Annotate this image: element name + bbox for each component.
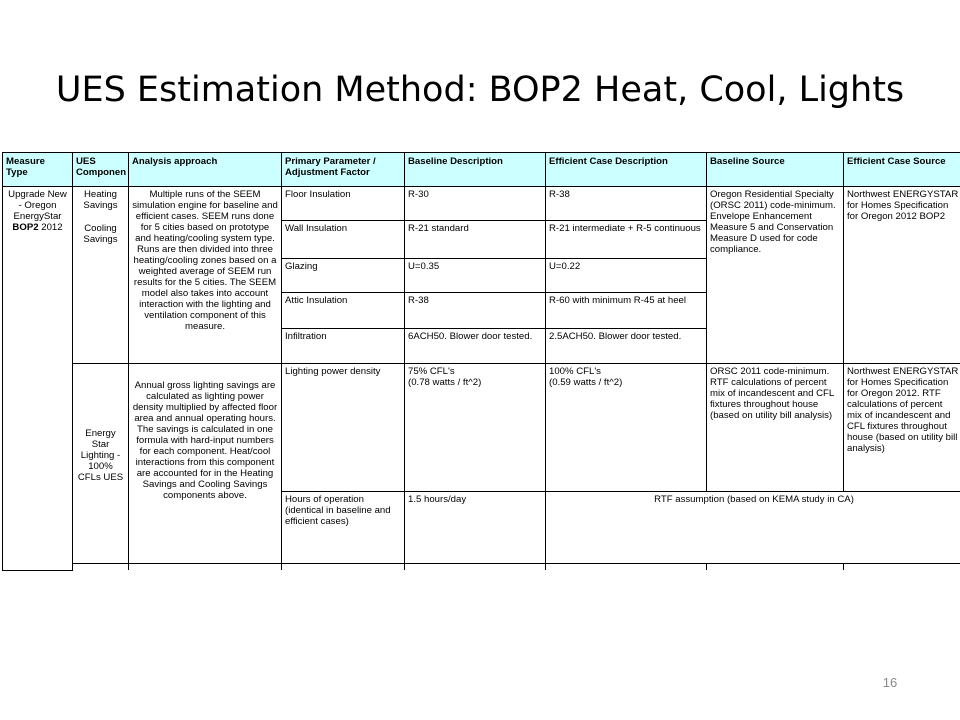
baseline-source-heat-cool: Oregon Residential Specialty (ORSC 2011) code-minimum. Envelope Enhancement Measure 5 and Conservation Measure D used for code compliance. [707,187,844,364]
ues-component-heat-cool [73,187,129,364]
efficient-lpd-line1: 100% CFL's [549,366,601,377]
measure-type-bold: BOP2 [12,222,39,233]
baseline-source-lighting: ORSC 2011 code-minimum. RTF calculations of percent mix of incandescent and CFL fixtures throughout house (based on utility bill analysis) [707,364,844,492]
efficient-source-lighting: Northwest ENERGYSTAR for Homes Specification for Oregon 2012. RTF calculations of percent mix of incandescent and CFL fixtures throughout house (based on utility bill analysis) [844,364,960,492]
baseline-glazing: U=0.35 [405,259,546,293]
ues-component-lighting [73,364,129,564]
header-analysis-approach: Analysis approach [129,153,282,187]
page-number: 16 [882,675,898,690]
efficient-lpd-line2: (0.59 watts / ft^2) [549,377,623,388]
filler-cell [844,564,960,571]
measure-type-cell [3,187,73,571]
param-infiltration: Infiltration [282,329,405,364]
baseline-lpd-line2: (0.78 watts / ft^2) [408,377,482,388]
table-row [3,364,960,492]
baseline-hours-of-operation: 1.5 hours/day [405,492,546,564]
param-hours-of-operation: Hours of operation (identical in baseline and efficient cases) [282,492,405,564]
param-attic-insulation: Attic Insulation [282,293,405,329]
analysis-heat-cool: Multiple runs of the SEEM simulation engine for baseline and efficient cases. SEEM runs done for 5 cities based on prototype and heating/cooling system type. Runs are then divided into three heating/cooling zones based on a weighted average of SEEM run results for the 5 cities. The SEEM model also takes into account interaction with the lighting and ventilation component of this measure. [129,187,282,364]
filler-cell [546,564,707,571]
component-cooling: Cooling Savings [83,223,118,245]
analysis-lighting-text: Annual gross lighting savings are calculated as lighting power density multiplied by affected floor area and annual operating hours. The savings is calculated in one formula with hard-input numbers for each component. Heat/cool interactions from this component are accounted for in the Heating Savings and Cooling Savings components above. [132,380,278,501]
component-heating: Heating Savings [83,189,118,211]
header-baseline-description: Baseline Description [405,153,546,187]
efficient-lighting-power-density [546,364,707,492]
filler-cell [405,564,546,571]
efficient-wall-insulation: R-21 intermediate + R-5 continuous [546,221,707,259]
baseline-floor-insulation: R-30 [405,187,546,221]
table-row [3,187,960,221]
baseline-infiltration: 6ACH50. Blower door tested. [405,329,546,364]
table-filler-row [3,564,960,571]
baseline-wall-insulation: R-21 standard [405,221,546,259]
efficient-floor-insulation: R-38 [546,187,707,221]
component-lighting: Energy Star Lighting - 100% CFLs UES [77,428,124,483]
filler-cell [707,564,844,571]
header-primary-parameter: Primary Parameter / Adjustment Factor [282,153,405,187]
param-lighting-power-density: Lighting power density [282,364,405,492]
baseline-lpd-line1: 75% CFL's [408,366,455,377]
filler-cell [73,564,129,571]
efficient-infiltration: 2.5ACH50. Blower door tested. [546,329,707,364]
efficient-glazing: U=0.22 [546,259,707,293]
efficient-attic-insulation: R-60 with minimum R-45 at heel [546,293,707,329]
efficient-source-heat-cool: Northwest ENERGYSTAR for Homes Specification for Oregon 2012 BOP2 [844,187,960,364]
param-floor-insulation: Floor Insulation [282,187,405,221]
param-glazing: Glazing [282,259,405,293]
header-ues-component: UES Componen [73,153,129,187]
header-efficient-description: Efficient Case Description [546,153,707,187]
table-header-row [3,153,960,187]
ues-table [2,152,960,571]
measure-type-year: 2012 [38,222,63,233]
slide-title: UES Estimation Method: BOP2 Heat, Cool, Lights [55,70,905,110]
param-wall-insulation: Wall Insulation [282,221,405,259]
baseline-lighting-power-density [405,364,546,492]
filler-cell [129,564,282,571]
filler-cell [282,564,405,571]
header-efficient-source: Efficient Case Source [844,153,960,187]
baseline-attic-insulation: R-38 [405,293,546,329]
header-baseline-source: Baseline Source [707,153,844,187]
source-hours-of-operation: RTF assumption (based on KEMA study in CA) [546,492,960,564]
header-measure-type: Measure Type [3,153,73,187]
measure-type-text: Upgrade New - Oregon EnergyStar [8,189,67,222]
analysis-lighting [129,364,282,564]
